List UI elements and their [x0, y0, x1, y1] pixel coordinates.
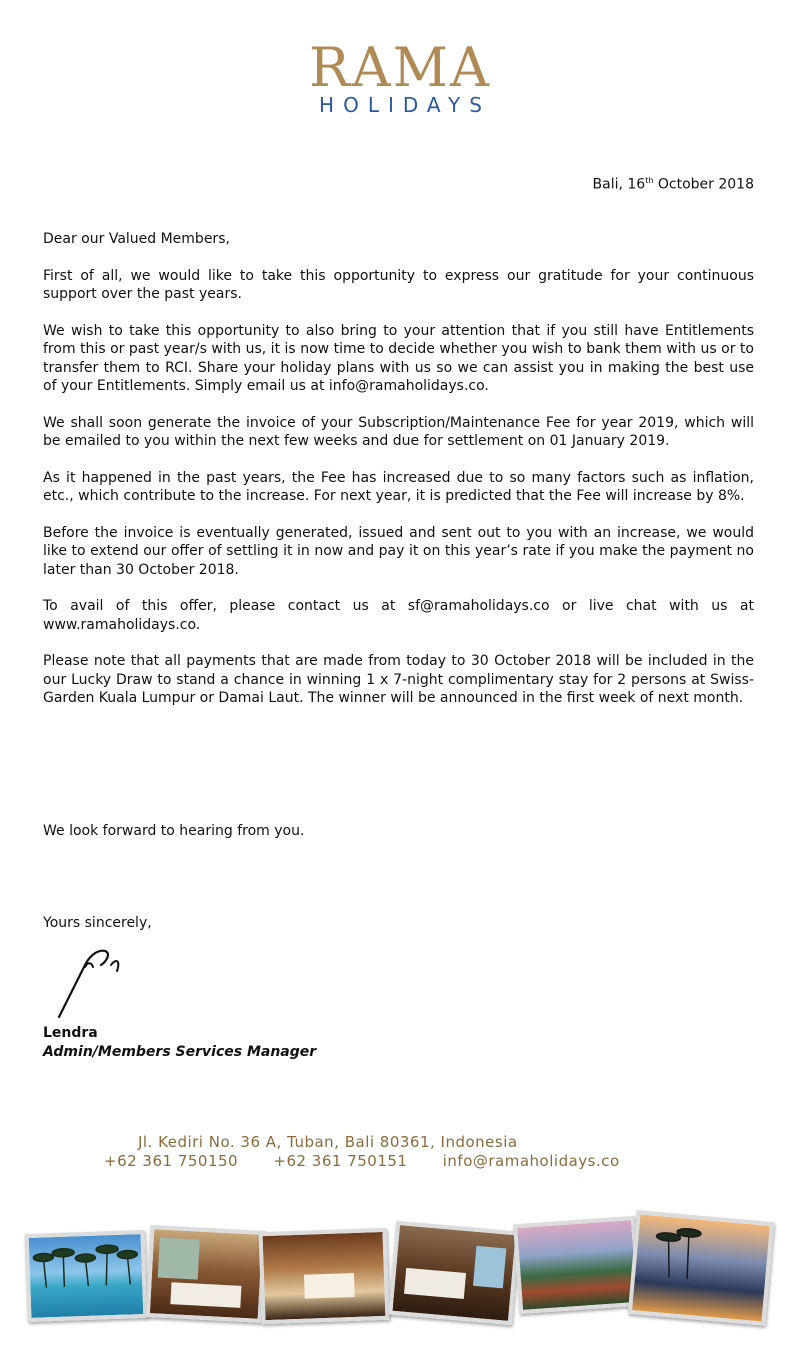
footer-address: Jl. Kediri No. 36 A, Tuban, Bali 80361, Indonesia — [138, 1133, 518, 1151]
handwritten-signature — [55, 945, 135, 1025]
company-logo — [0, 36, 800, 117]
signatory-name: Lendra — [43, 1025, 98, 1041]
photo-pool-evening — [628, 1210, 775, 1326]
photo-strip — [0, 1200, 800, 1340]
footer-phone: +62 361 750151 — [273, 1152, 408, 1170]
photo-resort-aerial — [513, 1216, 641, 1314]
photo-hotel-room-balcony — [146, 1225, 267, 1323]
paragraph: As it happened in the past years, the Fee has increased due to so many factors such as inflation, etc., which contribute to the increase. For next year, it is predicted that the Fee will increase by 8%. — [43, 469, 754, 504]
paragraph: We shall soon generate the invoice of your Subscription/Maintenance Fee for year 2019, which will be emailed to you within the next few weeks and due for settlement on 01 January 2019. — [43, 414, 754, 449]
logo-wordmark-rama: RAMA — [309, 36, 491, 99]
footer-contacts — [104, 1152, 650, 1170]
greeting: Dear our Valued Members, — [43, 231, 230, 247]
footer-phone: +62 361 750150 — [104, 1152, 239, 1170]
sign-off: Yours sincerely, — [43, 915, 152, 931]
paragraph: Please note that all payments that are made from today to 30 October 2018 will be included in the our Lucky Draw to stand a chance in winning 1 x 7-night complimentary stay for 2 persons at Swiss-Garden Kuala Lumpur or Damai Laut. The winner will be announced in the first week of next month. — [43, 653, 754, 706]
photo-beach-pool — [25, 1230, 148, 1322]
paragraph: To avail of this offer, please contact us at sf@ramaholidays.co or live chat with us at www.ramaholidays.co. — [43, 598, 754, 633]
paragraph: We wish to take this opportunity to also bring to your attention that if you still have Entitlements from this or past year/s with us, it is now time to decide whether you wish to bank them with us or to transfer them to RCI. Share your holiday plans with us so we can assist you in making the best use of your Entitlements. Simply email us at info@ramaholidays.co. — [43, 322, 754, 394]
paragraph: First of all, we would like to take this opportunity to express our gratitude for your continuous support over the past years. — [43, 267, 754, 302]
closing-note: We look forward to hearing from you. — [43, 823, 305, 839]
photo-suite-interior — [258, 1228, 389, 1324]
letter-date: Bali, 16th October 2018 — [592, 176, 754, 193]
photo-bedroom — [388, 1221, 520, 1325]
signatory-title: Admin/Members Services Manager — [43, 1044, 317, 1060]
logo-wordmark-holidays: HOLIDAYS — [319, 93, 491, 117]
paragraph: Before the invoice is eventually generated, issued and sent out to you with an increase, we would like to extend our offer of settling it in now and pay it on this year’s rate if you make the payment no later than 30 October 2018. — [43, 524, 754, 578]
letter-body — [43, 230, 754, 726]
footer-email: info@ramaholidays.co — [442, 1152, 620, 1170]
